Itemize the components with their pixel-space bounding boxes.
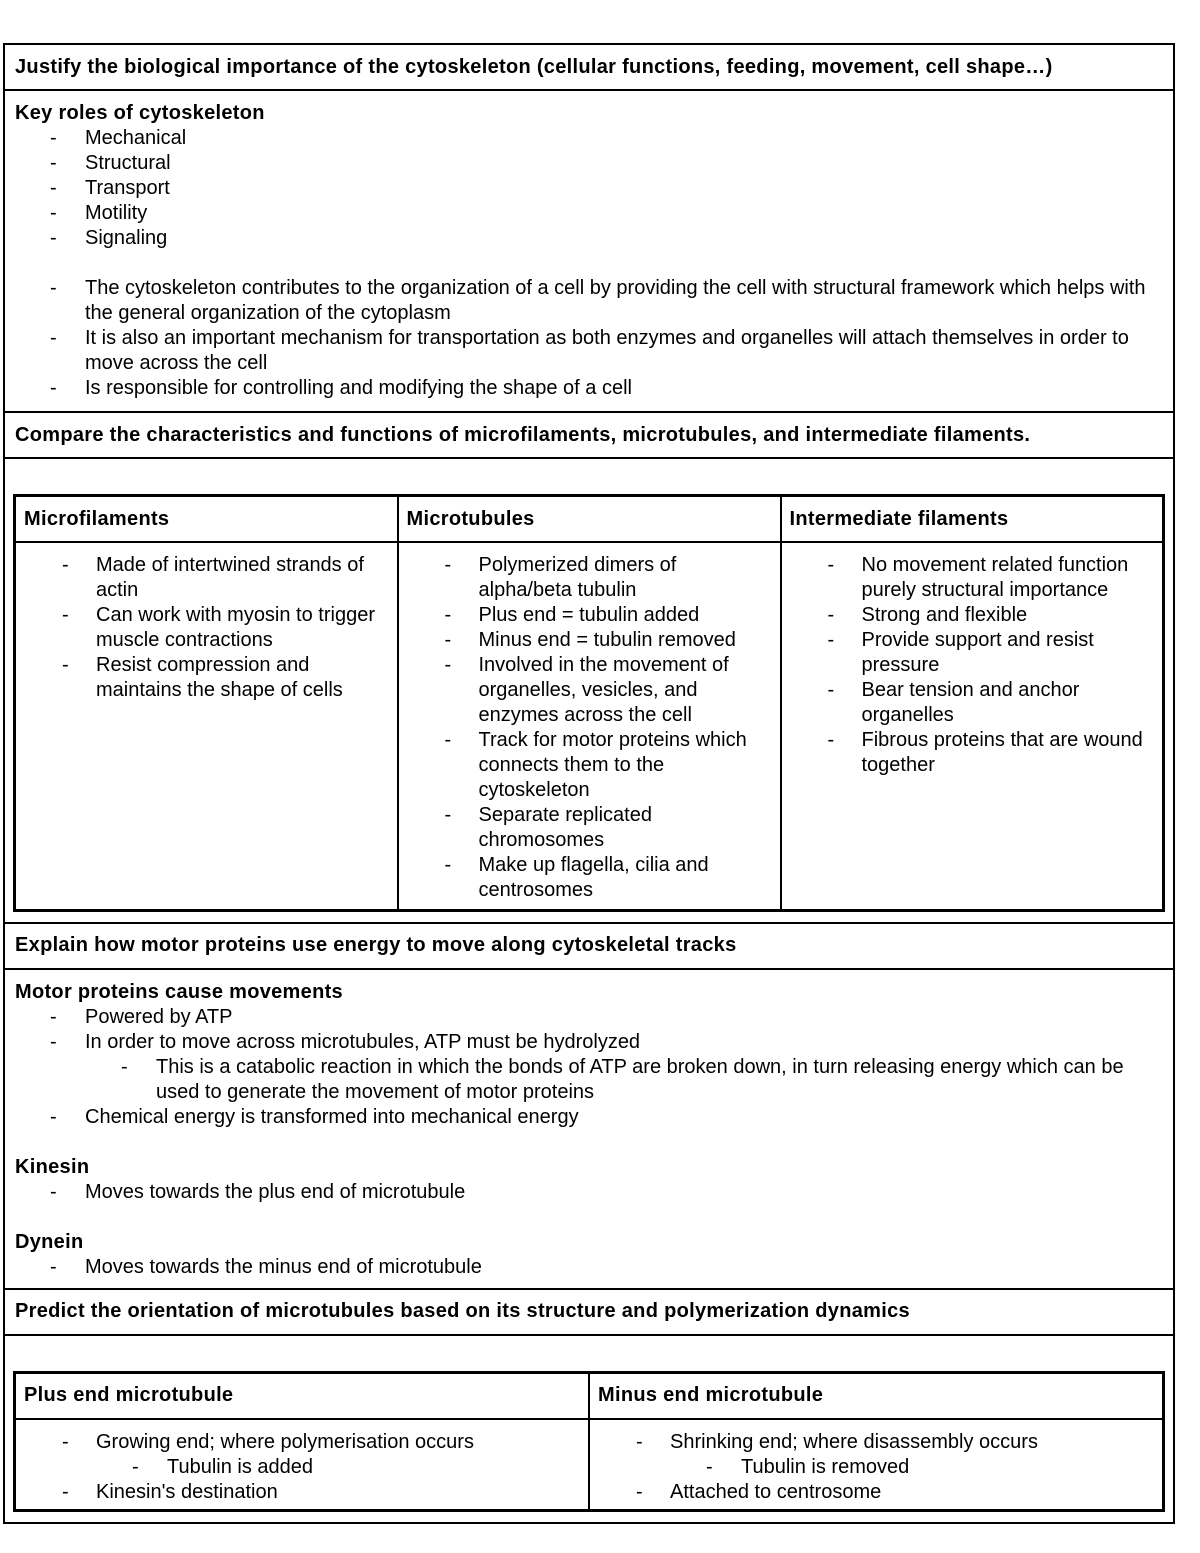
answer-motor-proteins xyxy=(5,968,1173,1288)
microtubule-ends-table xyxy=(13,1371,1165,1513)
list-item: - Chemical energy is transformed into mechanical energy xyxy=(15,1105,1163,1130)
dynein-list xyxy=(15,1255,1163,1280)
list-item: - Is responsible for controlling and modifying the shape of a cell xyxy=(15,376,1163,401)
intermediate-list xyxy=(790,553,1155,778)
header-minus-end: Minus end microtubule xyxy=(589,1372,1164,1419)
list-subitem: - Tubulin is removed xyxy=(598,1455,1154,1480)
list-item: - It is also an important mechanism for transportation as both enzymes and organelles will attach themselves in order to move across the cell xyxy=(15,326,1163,376)
question-text: Predict the orientation of microtubules based on its structure and polymerization dynamics xyxy=(15,1300,910,1322)
list-item: - Signaling xyxy=(15,226,1163,251)
list-item: - Powered by ATP xyxy=(15,1005,1163,1030)
header-microtubules: Microtubules xyxy=(398,496,781,543)
list-item: - Growing end; where polymerisation occurs xyxy=(24,1430,580,1455)
table-header-row xyxy=(15,496,1164,543)
motor-proteins-list xyxy=(15,1005,1163,1130)
table-header-row xyxy=(15,1372,1164,1419)
list-item: - Transport xyxy=(15,176,1163,201)
dynein-heading: Dynein xyxy=(15,1230,84,1253)
plus-end-list xyxy=(24,1430,580,1505)
table-row xyxy=(15,1419,1164,1511)
header-intermediate-filaments: Intermediate filaments xyxy=(781,496,1164,543)
question-motor-proteins xyxy=(5,922,1173,968)
minus-end-list xyxy=(598,1430,1154,1505)
list-item: - Involved in the movement of organelles, vesicles, and enzymes across the cell xyxy=(407,653,772,728)
list-item: - Bear tension and anchor organelles xyxy=(790,678,1155,728)
kinesin-list xyxy=(15,1180,1163,1205)
list-item: - Moves towards the minus end of microtubule xyxy=(15,1255,1163,1280)
list-subitem: - Tubulin is added xyxy=(24,1455,580,1480)
list-item: - Kinesin's destination xyxy=(24,1480,580,1505)
list-item: - Fibrous proteins that are wound together xyxy=(790,728,1155,778)
list-item: - Plus end = tubulin added xyxy=(407,603,772,628)
answer-microtubule-orientation xyxy=(5,1334,1173,1523)
answer-cytoskeleton-importance xyxy=(5,89,1173,411)
cell-microtubules xyxy=(398,542,781,910)
motor-proteins-heading: Motor proteins cause movements xyxy=(15,980,343,1003)
roles-list xyxy=(15,126,1163,251)
key-roles-heading: Key roles of cytoskeleton xyxy=(15,102,265,124)
list-item: - In order to move across microtubules, ATP must be hydrolyzed xyxy=(15,1030,1163,1055)
list-subitem: - This is a catabolic reaction in which the bonds of ATP are broken down, in turn releasing energy which can be used to generate the movement of motor proteins xyxy=(15,1055,1163,1105)
question-microtubule-orientation xyxy=(5,1288,1173,1334)
list-item: - Structural xyxy=(15,151,1163,176)
list-item: - Can work with myosin to trigger muscle contractions xyxy=(24,603,389,653)
list-item: - Attached to centrosome xyxy=(598,1480,1154,1505)
list-item: - Separate replicated chromosomes xyxy=(407,803,772,853)
question-cytoskeleton-importance xyxy=(5,43,1173,89)
question-text: Justify the biological importance of the cytoskeleton (cellular functions, feeding, movement, cell shape…) xyxy=(15,55,1053,78)
list-item: - Shrinking end; where disassembly occurs xyxy=(598,1430,1154,1455)
document-table xyxy=(3,43,1175,1524)
table-row xyxy=(15,542,1164,910)
cell-intermediate-filaments xyxy=(781,542,1164,910)
cell-minus-end xyxy=(589,1419,1164,1511)
list-item: - Made of intertwined strands of actin xyxy=(24,553,389,603)
list-item: - No movement related function purely structural importance xyxy=(790,553,1155,603)
list-item: - Motility xyxy=(15,201,1163,226)
microtubules-list xyxy=(407,553,772,903)
question-text: Compare the characteristics and functions of microfilaments, microtubules, and intermediate filaments. xyxy=(15,423,1031,446)
points-list xyxy=(15,276,1163,401)
list-item: - Polymerized dimers of alpha/beta tubulin xyxy=(407,553,772,603)
answer-compare-filaments xyxy=(5,457,1173,922)
list-item: - Make up flagella, cilia and centrosomes xyxy=(407,853,772,903)
header-plus-end: Plus end microtubule xyxy=(15,1372,590,1419)
list-item: - Strong and flexible xyxy=(790,603,1155,628)
list-item: - Provide support and resist pressure xyxy=(790,628,1155,678)
list-item: - The cytoskeleton contributes to the organization of a cell by providing the cell with structural framework which helps with the general organization of the cytoplasm xyxy=(15,276,1163,326)
cell-microfilaments xyxy=(15,542,398,910)
microfilaments-list xyxy=(24,553,389,703)
question-compare-filaments xyxy=(5,411,1173,457)
header-microfilaments: Microfilaments xyxy=(15,496,398,543)
list-item: - Track for motor proteins which connects them to the cytoskeleton xyxy=(407,728,772,803)
list-item: - Resist compression and maintains the shape of cells xyxy=(24,653,389,703)
kinesin-heading: Kinesin xyxy=(15,1155,90,1178)
spacer xyxy=(15,251,1163,276)
list-item: - Mechanical xyxy=(15,126,1163,151)
question-text: Explain how motor proteins use energy to move along cytoskeletal tracks xyxy=(15,934,737,956)
filaments-table xyxy=(13,494,1165,912)
spacer xyxy=(15,1130,1163,1155)
spacer xyxy=(15,1205,1163,1230)
cell-plus-end xyxy=(15,1419,590,1511)
list-item: - Moves towards the plus end of microtubule xyxy=(15,1180,1163,1205)
list-item: - Minus end = tubulin removed xyxy=(407,628,772,653)
